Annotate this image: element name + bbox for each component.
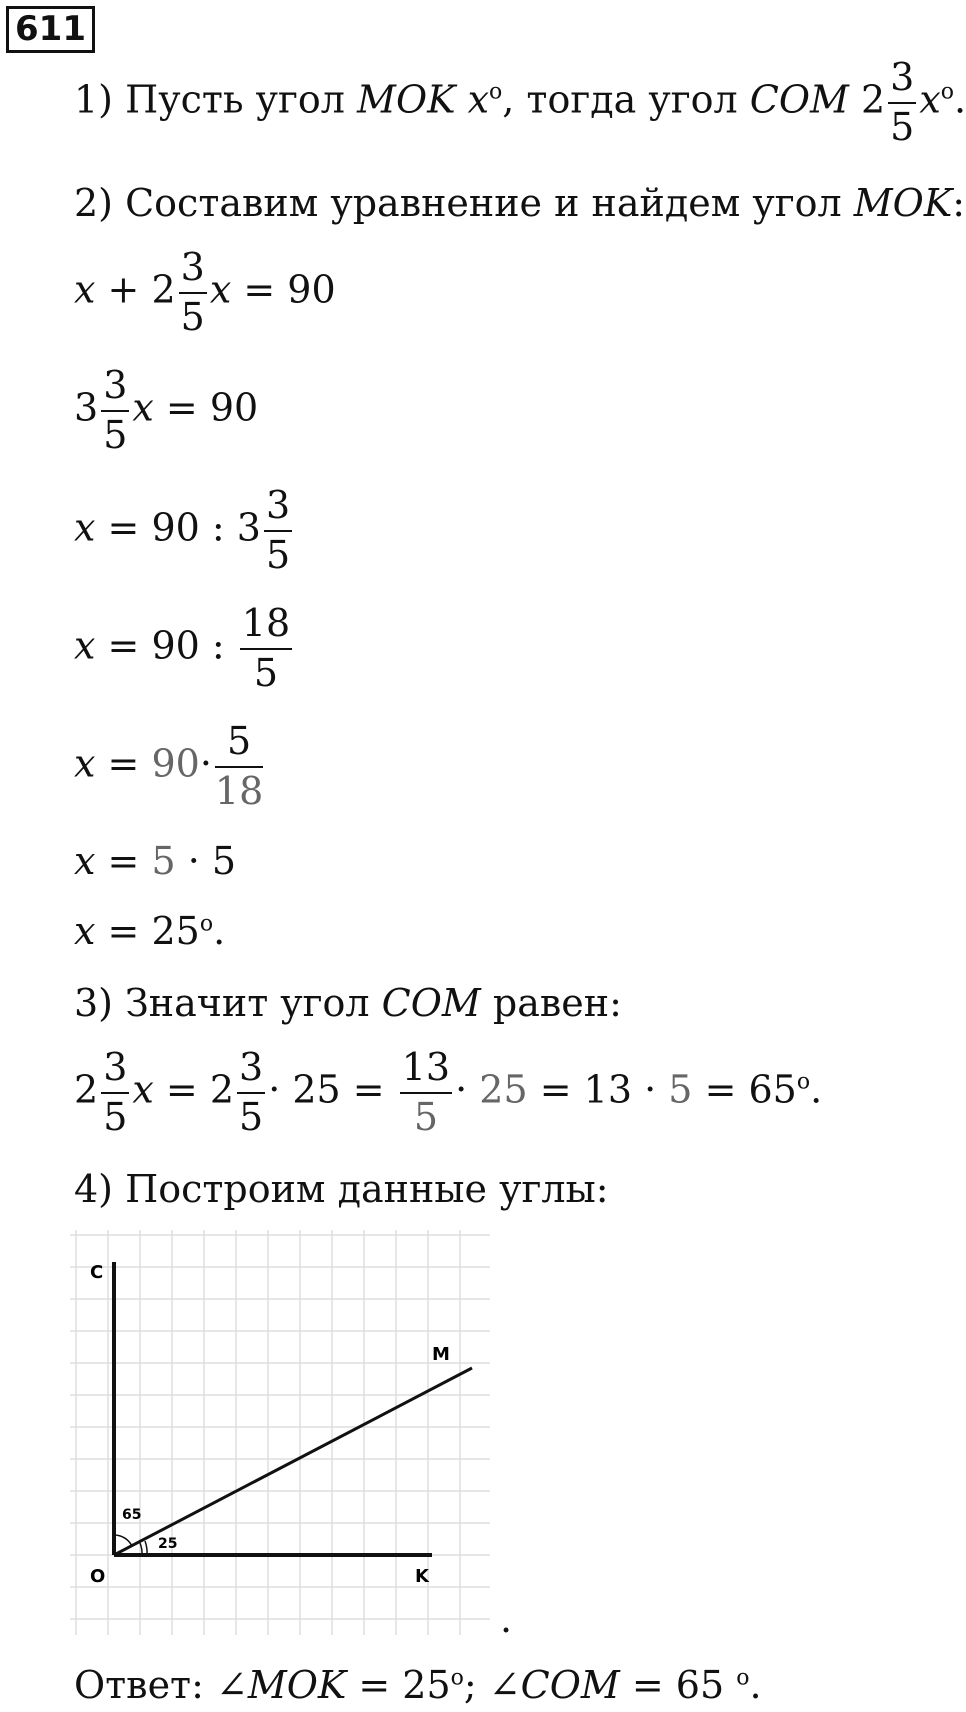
eq3-num: 3	[264, 486, 292, 532]
answer-deg1: o	[450, 1665, 464, 1691]
eq1-whole: 2	[151, 267, 176, 312]
eq4-num: 18	[240, 604, 292, 650]
step1-end: .	[954, 77, 966, 122]
eq5-den: 18	[214, 768, 264, 813]
eq8-num2: 3	[237, 1048, 265, 1094]
diagram-trailing-period: .	[500, 1597, 513, 1641]
problem-number: 611	[6, 6, 95, 53]
step4-line	[74, 1167, 609, 1211]
step1-whole: 2	[860, 77, 886, 122]
label-c: C	[90, 1262, 104, 1283]
eq4-fraction	[240, 601, 292, 695]
eq5-eq: =	[107, 741, 140, 786]
arc-com	[114, 1535, 132, 1546]
eq8-end: .	[810, 1067, 823, 1112]
step1-pre: 1) Пусть угол	[74, 77, 345, 122]
answer-deg2: o	[736, 1665, 750, 1691]
eq8-p1: · 25 =	[268, 1067, 385, 1112]
equation-7	[74, 909, 226, 953]
answer-sep: ; ∠	[463, 1663, 521, 1707]
step4-text: 4) Построим данные углы:	[74, 1167, 609, 1211]
eq8-deg: o	[796, 1069, 811, 1095]
step1-deg2: o	[940, 79, 955, 105]
eq7-end: .	[213, 909, 226, 953]
step1-com: COM	[749, 77, 849, 122]
label-o: O	[90, 1566, 106, 1587]
equation-1	[74, 245, 336, 339]
step2-colon: :	[952, 181, 966, 225]
step1-mok: MOK	[357, 77, 456, 122]
step1-den: 5	[890, 104, 915, 149]
step1-fraction	[888, 55, 916, 149]
eq7-x: x	[74, 909, 96, 953]
answer-line	[74, 1663, 762, 1707]
eq3-den: 5	[265, 532, 291, 577]
answer-pre: Ответ: ∠	[74, 1663, 248, 1707]
eq2-num: 3	[101, 366, 129, 412]
equation-2	[74, 363, 259, 457]
answer-v2: = 65	[631, 1663, 725, 1707]
eq8-num3: 13	[400, 1048, 452, 1094]
eq8-g2: 5	[668, 1067, 693, 1112]
step1-num: 3	[888, 58, 916, 104]
eq1-x: x	[74, 267, 96, 312]
step3-post: равен:	[492, 981, 622, 1025]
step3-line	[74, 981, 622, 1025]
eq3-x: x	[74, 505, 96, 550]
eq5-num: 5	[215, 722, 263, 768]
eq4-x: x	[74, 623, 96, 668]
equation-4	[74, 601, 295, 695]
eq1-plus: +	[107, 267, 140, 312]
eq6-x: x	[74, 839, 96, 883]
eq7-deg: o	[199, 911, 214, 937]
eq8-fraction1	[101, 1045, 129, 1139]
eq4-mid: = 90 :	[107, 623, 225, 668]
eq1-num: 3	[179, 248, 207, 294]
label-k: K	[415, 1566, 429, 1587]
eq8-g1: 25	[479, 1067, 528, 1112]
answer-mok: MOK	[247, 1663, 347, 1707]
eq5-dot: ·	[199, 741, 212, 786]
eq1-x2: x	[209, 267, 232, 312]
equation-3	[74, 483, 295, 577]
eq1-den: 5	[180, 294, 205, 339]
step1-x2: x	[919, 77, 941, 122]
eq2-rest: = 90	[165, 385, 259, 430]
eq6-eq: =	[107, 839, 140, 883]
eq8-fraction2	[237, 1045, 265, 1139]
equation-5	[74, 719, 266, 813]
answer-com: COM	[520, 1663, 620, 1707]
step1-deg: o	[489, 79, 503, 105]
eq8-den3: 5	[413, 1094, 439, 1139]
eq8-p2: ·	[455, 1067, 468, 1112]
eq8-whole1: 2	[74, 1067, 99, 1112]
eq5-x: x	[74, 741, 96, 786]
eq8-whole2: 2	[209, 1067, 235, 1112]
eq2-whole: 3	[74, 385, 99, 430]
eq8-fraction3	[400, 1045, 452, 1139]
label-m: M	[432, 1344, 450, 1365]
eq5-90: 90	[151, 741, 200, 786]
eq2-den: 5	[103, 412, 128, 457]
answer-v1: = 25	[358, 1663, 451, 1707]
step2-line	[74, 181, 966, 225]
eq2-fraction	[101, 363, 129, 457]
label-angle-25: 25	[158, 1536, 178, 1552]
eq6-5: 5	[151, 839, 176, 883]
eq1-fraction	[179, 245, 207, 339]
equation-6	[74, 839, 237, 883]
label-angle-65: 65	[122, 1507, 142, 1523]
step1-x: x	[467, 77, 490, 122]
eq8-den2: 5	[239, 1094, 264, 1139]
step3-pre: 3) Значит угол	[74, 981, 370, 1025]
eq8-den1: 5	[103, 1094, 128, 1139]
eq3-fraction	[264, 483, 292, 577]
eq7-rest: = 25	[107, 909, 200, 953]
eq8-p3: = 13 ·	[539, 1067, 657, 1112]
eq8-eq1: =	[165, 1067, 198, 1112]
angle-diagram	[70, 1230, 513, 1641]
step3-com: COM	[381, 981, 481, 1025]
eq4-den: 5	[253, 650, 279, 695]
step1-mid: , тогда угол	[502, 77, 738, 122]
eq8-x: x	[132, 1067, 154, 1112]
ray-om	[114, 1368, 472, 1555]
eq6-rest: · 5	[187, 839, 237, 883]
equation-8	[74, 1045, 823, 1139]
step2-mok: MOK	[853, 181, 953, 225]
eq8-p4: = 65	[704, 1067, 797, 1112]
step1-line	[74, 55, 966, 149]
eq5-fraction	[214, 719, 264, 813]
eq3-whole: 3	[236, 505, 261, 550]
eq1-rest: = 90	[243, 267, 336, 312]
eq8-num1: 3	[101, 1048, 129, 1094]
arc-mok-2	[145, 1541, 147, 1555]
step2-text: 2) Составим уравнение и найдем угол	[74, 181, 842, 225]
answer-end: .	[749, 1663, 762, 1707]
eq3-mid: = 90 :	[107, 505, 225, 550]
eq2-x: x	[132, 385, 154, 430]
